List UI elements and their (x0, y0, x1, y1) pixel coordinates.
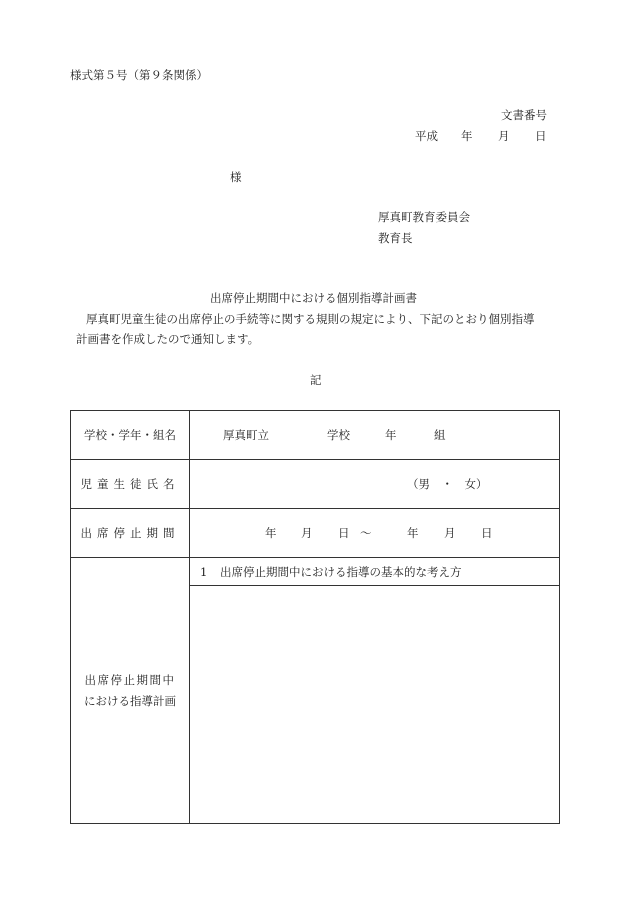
plan-form-table (70, 410, 560, 824)
addressee-honorific: 様 (230, 170, 242, 184)
school-field[interactable] (190, 411, 560, 460)
school-row (71, 411, 560, 460)
date-month-unit: 月 (498, 129, 510, 143)
date-era: 平成 (415, 129, 438, 143)
plan-label-line-1: 出席停止期間中 (84, 672, 176, 687)
plan-item-row (71, 558, 560, 586)
student-name-label: 児童生徒氏名 (71, 460, 190, 509)
period-start-month-unit: 月 (301, 526, 313, 540)
period-end-year-unit: 年 (407, 526, 419, 540)
period-start-year-unit: 年 (265, 526, 277, 540)
period-label: 出席停止期間 (71, 509, 190, 558)
period-field[interactable] (190, 509, 560, 558)
plan-label-line-2: における指導計画 (84, 693, 176, 708)
form-number: 様式第５号（第９条関係） (70, 68, 208, 82)
document-number-label: 文書番号 (501, 108, 547, 122)
school-unit: 学校 (327, 428, 350, 442)
body-line-2: 計画書を作成したので通知します。 (76, 332, 260, 346)
plan-content-area[interactable] (190, 586, 560, 824)
date-day-unit: 日 (535, 129, 547, 143)
period-tilde: ～ (360, 526, 372, 540)
plan-item-text: 出席停止期間中における指導の基本的な考え方 (220, 564, 462, 579)
period-end-month-unit: 月 (444, 526, 456, 540)
document-title: 出席停止期間中における個別指導計画書 (210, 291, 417, 305)
class-unit: 組 (434, 428, 446, 442)
body-line-1: 厚真町児童生徒の出席停止の手続等に関する規則の規定により、下記のとおり個別指導 (86, 312, 535, 326)
period-end-day-unit: 日 (481, 526, 493, 540)
grade-unit: 年 (385, 428, 397, 442)
plan-item-heading (190, 558, 560, 586)
plan-item-number: 1 (200, 564, 208, 579)
school-town: 厚真町立 (223, 428, 269, 442)
period-row (71, 509, 560, 558)
student-row (71, 460, 560, 509)
gender-selector[interactable]: （男 ・ 女） (407, 477, 488, 491)
student-name-field[interactable] (190, 460, 560, 509)
ki-heading: 記 (310, 373, 322, 387)
date-year-unit: 年 (461, 129, 473, 143)
plan-label (71, 558, 190, 824)
school-label: 学校・学年・組名 (71, 411, 190, 460)
period-start-day-unit: 日 (338, 526, 350, 540)
sender-organization: 厚真町教育委員会 (378, 210, 470, 224)
sender-title: 教育長 (378, 231, 413, 245)
